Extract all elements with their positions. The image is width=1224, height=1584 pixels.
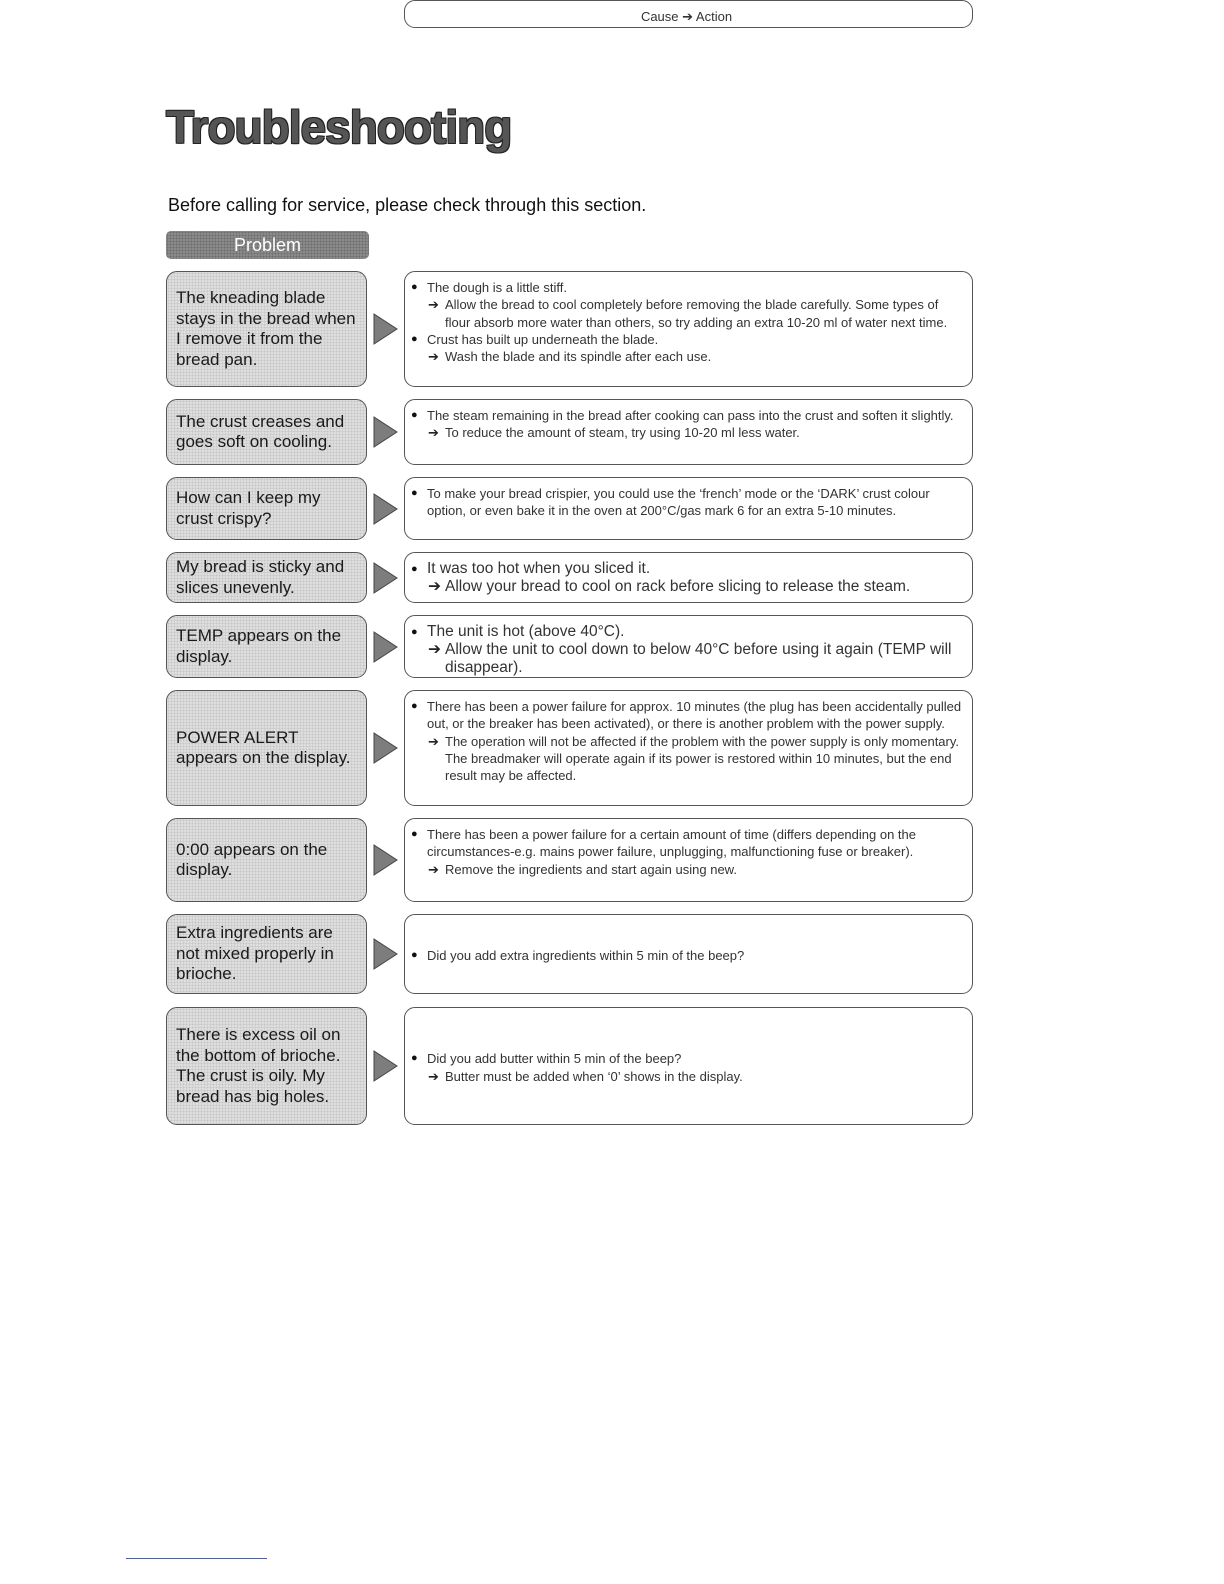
- pointer-arrow-icon: [372, 493, 398, 525]
- problem-text: The kneading blade stays in the bread when I remove it from the bread pan.: [176, 288, 356, 369]
- problem-text: Extra ingredients are not mixed properly in brioche.: [176, 923, 334, 984]
- cause-text: The steam remaining in the bread after cooking can pass into the crust and soften it slightly.: [427, 408, 954, 423]
- cause-text: To make your bread crispier, you could use the ‘french’ mode or the ‘DARK’ crust colour option, or even bake it in the oven at 200°C/gas mark 6 for an extra 5-10 minutes.: [427, 486, 930, 519]
- cause-item: [411, 485, 962, 520]
- troubleshooting-row: [0, 818, 1224, 902]
- cause-text: There has been a power failure for approx. 10 minutes (the plug has been accidentally pulled out, or the breaker has been activated), or there is another problem with the power supply.: [427, 699, 962, 732]
- action-arrow-icon: ➔: [428, 425, 439, 441]
- action-arrow-icon: ➔: [428, 641, 441, 658]
- action-text: To reduce the amount of steam, try using 10-20 ml less water.: [445, 425, 800, 441]
- cause-text: It was too hot when you sliced it.: [427, 560, 651, 577]
- footer-rule: [126, 1558, 267, 1559]
- bullet-icon: ●: [411, 626, 418, 638]
- cause-action-box: [404, 1007, 973, 1125]
- problem-text: TEMP appears on the display.: [176, 626, 342, 666]
- action-item: [411, 348, 962, 365]
- cause-action-box: [404, 914, 973, 994]
- action-text: Allow the bread to cool completely before removing the blade carefully. Some types of flour absorb more water than others, so try adding an extra 10-20 ml of water next time.: [445, 297, 948, 330]
- action-item: [411, 641, 962, 677]
- cause-action-column-header: Cause ➔ Action: [404, 0, 973, 28]
- cause-item: [411, 560, 962, 578]
- action-arrow-icon: ➔: [428, 861, 439, 877]
- bullet-icon: ●: [411, 281, 418, 293]
- pointer-arrow-icon: [372, 313, 398, 345]
- problem-box: [166, 615, 367, 678]
- cause-action-box: [404, 399, 973, 465]
- troubleshooting-row: [0, 271, 1224, 387]
- problem-box: [166, 477, 367, 540]
- cause-text: The unit is hot (above 40°C).: [427, 623, 625, 640]
- pointer-arrow-icon: [372, 732, 398, 764]
- troubleshooting-row: [0, 477, 1224, 540]
- cause-item: [411, 947, 962, 964]
- cause-item: [411, 407, 962, 424]
- troubleshooting-row: [0, 615, 1224, 678]
- action-arrow-icon: ➔: [428, 297, 439, 313]
- cause-action-box: [404, 690, 973, 806]
- cause-action-box: [404, 477, 973, 540]
- cause-text: There has been a power failure for a certain amount of time (differs depending on the circumstances-e.g. mains power failure, unplugging, malfunctioning fuse or breaker).: [427, 827, 916, 860]
- bullet-icon: ●: [411, 828, 418, 840]
- troubleshooting-row: [0, 552, 1224, 603]
- cause-text: The dough is a little stiff.: [427, 280, 567, 295]
- action-text: Remove the ingredients and start again using new.: [445, 861, 737, 877]
- bullet-icon: ●: [411, 409, 418, 421]
- cause-item: [411, 623, 962, 641]
- problem-box: [166, 1007, 367, 1125]
- cause-action-box: [404, 615, 973, 678]
- problem-text: 0:00 appears on the display.: [176, 839, 328, 879]
- troubleshooting-row: [0, 914, 1224, 994]
- action-item: [411, 578, 962, 596]
- troubleshooting-row: [0, 399, 1224, 465]
- problem-box: [166, 552, 367, 603]
- action-arrow-icon: ➔: [428, 733, 439, 749]
- cause-action-box: [404, 552, 973, 603]
- problem-box: [166, 914, 367, 994]
- problem-box: [166, 690, 367, 806]
- action-arrow-icon: ➔: [428, 349, 439, 365]
- action-arrow-icon: ➔: [428, 1068, 439, 1084]
- pointer-arrow-icon: [372, 938, 398, 970]
- problem-box: [166, 271, 367, 387]
- problem-text: How can I keep my crust crispy?: [176, 488, 321, 528]
- problem-text: There is excess oil on the bottom of brioche. The crust is oily. My bread has big holes.: [176, 1025, 341, 1106]
- cause-item: [411, 826, 962, 861]
- bullet-icon: ●: [411, 948, 418, 961]
- bullet-icon: ●: [411, 1052, 418, 1065]
- pointer-arrow-icon: [372, 631, 398, 663]
- bullet-icon: ●: [411, 332, 418, 345]
- problem-box: [166, 399, 367, 465]
- bullet-icon: ●: [411, 700, 418, 712]
- action-text: Wash the blade and its spindle after each use.: [445, 349, 712, 365]
- cause-item: [411, 698, 962, 733]
- action-arrow-icon: ➔: [428, 578, 441, 595]
- action-item: [411, 424, 962, 441]
- bullet-icon: ●: [411, 487, 418, 499]
- pointer-arrow-icon: [372, 416, 398, 448]
- intro-text: Before calling for service, please check through this section.: [168, 195, 647, 215]
- problem-box: [166, 818, 367, 902]
- action-item: [411, 861, 962, 878]
- action-text: Butter must be added when ‘0’ shows in the display.: [445, 1068, 743, 1084]
- cause-item: [411, 1050, 962, 1067]
- action-text: The operation will not be affected if the problem with the power supply is only momentary. The breadmaker will operate again if its power is restored within 10 minutes, but the end result may be affected.: [445, 733, 960, 784]
- action-item: [411, 296, 962, 331]
- action-text: Allow your bread to cool on rack before slicing to release the steam.: [445, 578, 911, 595]
- bullet-icon: ●: [411, 563, 418, 575]
- page-title: Troubleshooting: [166, 101, 512, 153]
- cause-action-box: [404, 271, 973, 387]
- cause-text: Did you add extra ingredients within 5 min of the beep?: [427, 947, 745, 963]
- problem-text: My bread is sticky and slices unevenly.: [176, 557, 345, 597]
- pointer-arrow-icon: [372, 1050, 398, 1082]
- problem-column-header: Problem: [166, 231, 369, 259]
- cause-text: Crust has built up underneath the blade.: [427, 331, 659, 347]
- action-text: Allow the unit to cool down to below 40°C before using it again (TEMP will disappear).: [445, 641, 952, 676]
- problem-text: The crust creases and goes soft on cooling.: [176, 411, 345, 451]
- troubleshooting-row: [0, 690, 1224, 806]
- pointer-arrow-icon: [372, 844, 398, 876]
- cause-text: Did you add butter within 5 min of the beep?: [427, 1051, 682, 1067]
- problem-text: POWER ALERT appears on the display.: [176, 727, 351, 767]
- cause-item: [411, 331, 962, 348]
- troubleshooting-row: [0, 1007, 1224, 1125]
- pointer-arrow-icon: [372, 562, 398, 594]
- action-item: [411, 1068, 962, 1085]
- cause-item: [411, 279, 962, 296]
- action-item: [411, 733, 962, 785]
- cause-action-box: [404, 818, 973, 902]
